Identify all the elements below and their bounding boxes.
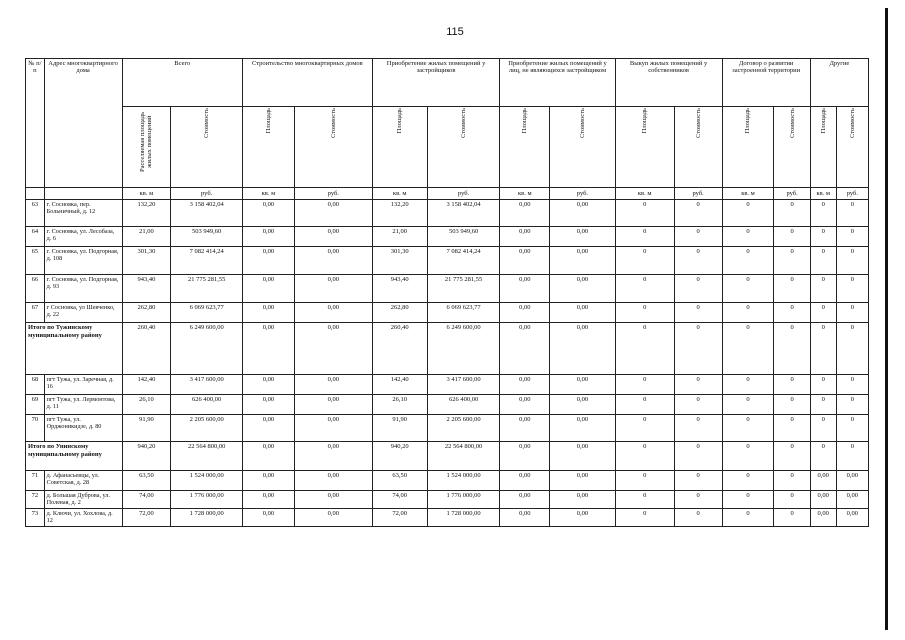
value-cell: 22 564 800,00 bbox=[427, 442, 500, 471]
subheader-area: Площадь bbox=[372, 107, 427, 188]
address-cell: д. Большая Дуброва, ул. Полевая, д. 2 bbox=[44, 491, 122, 509]
value-cell: 0 bbox=[810, 375, 836, 395]
value-cell: 0 bbox=[836, 415, 868, 442]
value-cell: 0,00 bbox=[500, 227, 550, 247]
page-number: 115 bbox=[446, 26, 464, 38]
value-cell: 0,00 bbox=[550, 200, 615, 227]
value-cell: 0,00 bbox=[294, 275, 372, 303]
value-cell: 0 bbox=[615, 491, 674, 509]
value-cell: 0,00 bbox=[500, 303, 550, 323]
table-row bbox=[26, 415, 869, 442]
subtotal-label: Итого по Унинскому муниципальному району bbox=[26, 442, 123, 471]
value-cell: 0,00 bbox=[294, 491, 372, 509]
value-cell: 0 bbox=[810, 323, 836, 375]
unit-cell: руб. bbox=[294, 188, 372, 200]
unit-cell: руб. bbox=[550, 188, 615, 200]
address-cell: пгт Тужа, ул. Заречная, д. 16 bbox=[44, 375, 122, 395]
value-cell: 0,00 bbox=[810, 491, 836, 509]
value-cell: 63,50 bbox=[122, 471, 171, 491]
header-acquisition-non-developers: Приобретение жилых помещений у лиц, не являющихся застройщиком bbox=[500, 59, 615, 107]
value-cell: 7 082 414,24 bbox=[171, 247, 243, 275]
value-cell: 0 bbox=[774, 323, 810, 375]
address-cell: д. Афанасьевцы, ул. Советская, д. 28 bbox=[44, 471, 122, 491]
value-cell: 0,00 bbox=[550, 491, 615, 509]
value-cell: 0 bbox=[674, 275, 722, 303]
address-cell: г. Сосновка, пер. Больничный, д. 12 bbox=[44, 200, 122, 227]
value-cell: 0,00 bbox=[550, 275, 615, 303]
subtotal-row bbox=[26, 442, 869, 471]
value-cell: 0,00 bbox=[242, 442, 294, 471]
value-cell: 0,00 bbox=[294, 415, 372, 442]
address-cell: пгт Тужа, ул. Лермонтова, д. 11 bbox=[44, 395, 122, 415]
value-cell: 21,00 bbox=[122, 227, 171, 247]
subheader-area: Площадь bbox=[810, 107, 836, 188]
value-cell: 72,00 bbox=[372, 508, 427, 526]
value-cell: 503 949,60 bbox=[427, 227, 500, 247]
value-cell: 0 bbox=[722, 275, 774, 303]
value-cell: 503 949,60 bbox=[171, 227, 243, 247]
header-territory-contract: Договор о развитии застроенной территории bbox=[722, 59, 810, 107]
value-cell: 0 bbox=[615, 471, 674, 491]
value-cell: 0,00 bbox=[500, 323, 550, 375]
value-cell: 0 bbox=[774, 275, 810, 303]
subheader-cost: Стоимость bbox=[427, 107, 500, 188]
address-cell: пгт Тужа, ул. Орджоникидзе, д. 80 bbox=[44, 415, 122, 442]
value-cell: 0 bbox=[810, 247, 836, 275]
value-cell: 0,00 bbox=[294, 227, 372, 247]
value-cell: 260,40 bbox=[372, 323, 427, 375]
value-cell: 3 417 600,00 bbox=[427, 375, 500, 395]
header-num: № п/п bbox=[26, 59, 45, 188]
unit-cell: кв. м bbox=[810, 188, 836, 200]
table-row bbox=[26, 491, 869, 509]
value-cell: 262,80 bbox=[372, 303, 427, 323]
value-cell: 0 bbox=[810, 415, 836, 442]
address-cell: г. Сосновка, ул. Подгорная, д. 93 bbox=[44, 275, 122, 303]
address-cell: г Сосновка, ул Шевченко, д. 22 bbox=[44, 303, 122, 323]
value-cell: 0 bbox=[722, 323, 774, 375]
value-cell: 0 bbox=[674, 247, 722, 275]
subheader-cost: Стоимость bbox=[294, 107, 372, 188]
value-cell: 0,00 bbox=[500, 491, 550, 509]
value-cell: 1 728 000,00 bbox=[427, 508, 500, 526]
value-cell: 943,40 bbox=[122, 275, 171, 303]
table-row bbox=[26, 375, 869, 395]
table-row bbox=[26, 275, 869, 303]
value-cell: 6 249 600,00 bbox=[427, 323, 500, 375]
value-cell: 0,00 bbox=[550, 471, 615, 491]
value-cell: 0 bbox=[615, 247, 674, 275]
value-cell: 0 bbox=[674, 508, 722, 526]
value-cell: 0,00 bbox=[294, 395, 372, 415]
subheader-cost: Стоимость bbox=[674, 107, 722, 188]
value-cell: 91,90 bbox=[372, 415, 427, 442]
value-cell: 1 524 000,00 bbox=[171, 471, 243, 491]
value-cell: 301,30 bbox=[372, 247, 427, 275]
value-cell: 0,00 bbox=[500, 247, 550, 275]
value-cell: 0,00 bbox=[294, 375, 372, 395]
value-cell: 0,00 bbox=[550, 415, 615, 442]
value-cell: 74,00 bbox=[122, 491, 171, 509]
value-cell: 0 bbox=[615, 442, 674, 471]
row-number: 64 bbox=[26, 227, 45, 247]
value-cell: 132,20 bbox=[372, 200, 427, 227]
value-cell: 6 069 623,77 bbox=[427, 303, 500, 323]
value-cell: 0 bbox=[615, 323, 674, 375]
value-cell: 0 bbox=[836, 275, 868, 303]
value-cell: 0,00 bbox=[500, 442, 550, 471]
value-cell: 0 bbox=[615, 395, 674, 415]
value-cell: 0 bbox=[774, 200, 810, 227]
value-cell: 0,00 bbox=[242, 303, 294, 323]
value-cell: 626 400,00 bbox=[427, 395, 500, 415]
value-cell: 0 bbox=[615, 200, 674, 227]
row-number: 69 bbox=[26, 395, 45, 415]
value-cell: 26,10 bbox=[372, 395, 427, 415]
value-cell: 626 400,00 bbox=[171, 395, 243, 415]
value-cell: 3 417 600,00 bbox=[171, 375, 243, 395]
row-number: 63 bbox=[26, 200, 45, 227]
value-cell: 0,00 bbox=[242, 491, 294, 509]
value-cell: 2 205 600,00 bbox=[427, 415, 500, 442]
subheader-area: Площадь bbox=[615, 107, 674, 188]
value-cell: 0 bbox=[674, 415, 722, 442]
value-cell: 0,00 bbox=[810, 471, 836, 491]
table-row bbox=[26, 395, 869, 415]
value-cell: 0 bbox=[615, 415, 674, 442]
value-cell: 0 bbox=[674, 471, 722, 491]
value-cell: 0 bbox=[674, 303, 722, 323]
value-cell: 0 bbox=[674, 200, 722, 227]
value-cell: 0 bbox=[722, 247, 774, 275]
value-cell: 0 bbox=[615, 227, 674, 247]
value-cell: 940,20 bbox=[122, 442, 171, 471]
value-cell: 0 bbox=[836, 375, 868, 395]
value-cell: 1 776 000,00 bbox=[427, 491, 500, 509]
value-cell: 0,00 bbox=[500, 415, 550, 442]
row-number: 71 bbox=[26, 471, 45, 491]
subheader-cost: Стоимость bbox=[774, 107, 810, 188]
value-cell: 0,00 bbox=[500, 375, 550, 395]
value-cell: 0 bbox=[674, 442, 722, 471]
value-cell: 0,00 bbox=[550, 508, 615, 526]
value-cell: 1 524 000,00 bbox=[427, 471, 500, 491]
value-cell: 0 bbox=[774, 508, 810, 526]
unit-cell: руб. bbox=[171, 188, 243, 200]
value-cell: 0 bbox=[810, 303, 836, 323]
value-cell: 2 205 600,00 bbox=[171, 415, 243, 442]
value-cell: 0,00 bbox=[836, 508, 868, 526]
value-cell: 0,00 bbox=[242, 227, 294, 247]
value-cell: 0,00 bbox=[294, 442, 372, 471]
address-cell: д. Ключи, ул. Хохлова, д. 12 bbox=[44, 508, 122, 526]
value-cell: 0 bbox=[722, 395, 774, 415]
value-cell: 0 bbox=[836, 442, 868, 471]
unit-cell: кв. м bbox=[500, 188, 550, 200]
value-cell: 0,00 bbox=[500, 395, 550, 415]
value-cell: 0,00 bbox=[550, 375, 615, 395]
value-cell: 0,00 bbox=[836, 491, 868, 509]
value-cell: 0,00 bbox=[500, 200, 550, 227]
units-blank bbox=[26, 188, 45, 200]
value-cell: 0 bbox=[774, 491, 810, 509]
value-cell: 0,00 bbox=[550, 247, 615, 275]
value-cell: 0 bbox=[674, 323, 722, 375]
header-total: Всего bbox=[122, 59, 242, 107]
value-cell: 0 bbox=[674, 491, 722, 509]
subheader-area: Площадь bbox=[722, 107, 774, 188]
value-cell: 0 bbox=[810, 442, 836, 471]
unit-cell: кв. м bbox=[722, 188, 774, 200]
unit-cell: руб. bbox=[836, 188, 868, 200]
value-cell: 72,00 bbox=[122, 508, 171, 526]
subheader-area: Площадь bbox=[500, 107, 550, 188]
table-row bbox=[26, 247, 869, 275]
row-number: 67 bbox=[26, 303, 45, 323]
value-cell: 0 bbox=[774, 375, 810, 395]
address-cell: г. Сосновка, ул. Лесобаза, д. 6 bbox=[44, 227, 122, 247]
value-cell: 74,00 bbox=[372, 491, 427, 509]
header-other: Другие bbox=[810, 59, 868, 107]
value-cell: 0,00 bbox=[500, 508, 550, 526]
value-cell: 0,00 bbox=[500, 471, 550, 491]
unit-cell: кв. м bbox=[242, 188, 294, 200]
value-cell: 260,40 bbox=[122, 323, 171, 375]
value-cell: 0 bbox=[722, 442, 774, 471]
value-cell: 0 bbox=[836, 395, 868, 415]
units-blank bbox=[44, 188, 122, 200]
value-cell: 0 bbox=[774, 247, 810, 275]
value-cell: 0 bbox=[722, 375, 774, 395]
value-cell: 1 728 000,00 bbox=[171, 508, 243, 526]
value-cell: 21,00 bbox=[372, 227, 427, 247]
value-cell: 26,10 bbox=[122, 395, 171, 415]
table-row bbox=[26, 227, 869, 247]
header-acquisition-developers: Приобретение жилых помещений у застройщиков bbox=[372, 59, 500, 107]
header-construction: Строительство многоквартирных домов bbox=[242, 59, 372, 107]
value-cell: 0 bbox=[722, 227, 774, 247]
value-cell: 3 158 402,04 bbox=[427, 200, 500, 227]
value-cell: 21 775 281,55 bbox=[171, 275, 243, 303]
value-cell: 0,00 bbox=[242, 415, 294, 442]
value-cell: 0 bbox=[722, 303, 774, 323]
value-cell: 0,00 bbox=[242, 247, 294, 275]
header-buyout-owners: Выкуп жилых помещений у собственников bbox=[615, 59, 722, 107]
row-number: 66 bbox=[26, 275, 45, 303]
unit-cell: руб. bbox=[774, 188, 810, 200]
value-cell: 262,80 bbox=[122, 303, 171, 323]
row-number: 70 bbox=[26, 415, 45, 442]
row-number: 68 bbox=[26, 375, 45, 395]
value-cell: 0,00 bbox=[242, 375, 294, 395]
value-cell: 0 bbox=[722, 508, 774, 526]
value-cell: 0,00 bbox=[294, 508, 372, 526]
value-cell: 0,00 bbox=[242, 508, 294, 526]
unit-cell: кв. м bbox=[372, 188, 427, 200]
value-cell: 943,40 bbox=[372, 275, 427, 303]
value-cell: 0 bbox=[836, 247, 868, 275]
value-cell: 0,00 bbox=[550, 395, 615, 415]
value-cell: 0 bbox=[615, 375, 674, 395]
value-cell: 0,00 bbox=[242, 471, 294, 491]
value-cell: 0,00 bbox=[836, 471, 868, 491]
value-cell: 0,00 bbox=[294, 303, 372, 323]
value-cell: 0 bbox=[810, 200, 836, 227]
value-cell: 0 bbox=[774, 442, 810, 471]
value-cell: 3 158 402,04 bbox=[171, 200, 243, 227]
value-cell: 0 bbox=[836, 303, 868, 323]
value-cell: 0,00 bbox=[294, 200, 372, 227]
value-cell: 0,00 bbox=[242, 323, 294, 375]
value-cell: 0 bbox=[774, 415, 810, 442]
value-cell: 0 bbox=[774, 471, 810, 491]
unit-cell: руб. bbox=[427, 188, 500, 200]
value-cell: 0,00 bbox=[242, 200, 294, 227]
value-cell: 7 082 414,24 bbox=[427, 247, 500, 275]
value-cell: 0,00 bbox=[500, 275, 550, 303]
subtotal-label: Итого по Тужинскому муниципальному району bbox=[26, 323, 123, 375]
header-address: Адрес многоквартирного дома bbox=[44, 59, 122, 188]
value-cell: 940,20 bbox=[372, 442, 427, 471]
value-cell: 0 bbox=[810, 395, 836, 415]
value-cell: 0 bbox=[674, 227, 722, 247]
unit-cell: кв. м bbox=[615, 188, 674, 200]
value-cell: 0,00 bbox=[550, 323, 615, 375]
table-row bbox=[26, 508, 869, 526]
subheader-cost: Стоимость bbox=[836, 107, 868, 188]
value-cell: 0 bbox=[774, 303, 810, 323]
value-cell: 0 bbox=[810, 275, 836, 303]
value-cell: 0 bbox=[722, 491, 774, 509]
value-cell: 6 069 623,77 bbox=[171, 303, 243, 323]
table-row bbox=[26, 303, 869, 323]
value-cell: 0 bbox=[722, 471, 774, 491]
value-cell: 0 bbox=[722, 415, 774, 442]
value-cell: 0,00 bbox=[550, 442, 615, 471]
value-cell: 91,90 bbox=[122, 415, 171, 442]
value-cell: 1 776 000,00 bbox=[171, 491, 243, 509]
unit-cell: кв. м bbox=[122, 188, 171, 200]
row-number: 65 bbox=[26, 247, 45, 275]
table-body bbox=[26, 200, 869, 527]
value-cell: 0 bbox=[674, 375, 722, 395]
value-cell: 0 bbox=[615, 508, 674, 526]
housing-table bbox=[25, 58, 869, 527]
value-cell: 0 bbox=[836, 200, 868, 227]
row-number: 73 bbox=[26, 508, 45, 526]
value-cell: 0,00 bbox=[550, 227, 615, 247]
subtotal-row bbox=[26, 323, 869, 375]
value-cell: 0 bbox=[615, 303, 674, 323]
value-cell: 0,00 bbox=[294, 323, 372, 375]
value-cell: 142,40 bbox=[122, 375, 171, 395]
value-cell: 22 564 800,00 bbox=[171, 442, 243, 471]
value-cell: 0,00 bbox=[294, 471, 372, 491]
value-cell: 21 775 281,55 bbox=[427, 275, 500, 303]
value-cell: 301,30 bbox=[122, 247, 171, 275]
value-cell: 132,20 bbox=[122, 200, 171, 227]
subheader-cost: Стоимость bbox=[550, 107, 615, 188]
table-row bbox=[26, 471, 869, 491]
value-cell: 0 bbox=[722, 200, 774, 227]
subheader-cost: Стоимость bbox=[171, 107, 243, 188]
value-cell: 0,00 bbox=[294, 247, 372, 275]
value-cell: 0 bbox=[810, 227, 836, 247]
value-cell: 0 bbox=[615, 275, 674, 303]
unit-cell: руб. bbox=[674, 188, 722, 200]
value-cell: 0,00 bbox=[242, 275, 294, 303]
subheader-area: Площадь bbox=[242, 107, 294, 188]
address-cell: г. Сосновка, ул. Подгорная, д. 108 bbox=[44, 247, 122, 275]
row-number: 72 bbox=[26, 491, 45, 509]
value-cell: 63,50 bbox=[372, 471, 427, 491]
table-row bbox=[26, 200, 869, 227]
value-cell: 0,00 bbox=[810, 508, 836, 526]
value-cell: 6 249 600,00 bbox=[171, 323, 243, 375]
value-cell: 0,00 bbox=[242, 395, 294, 415]
value-cell: 0 bbox=[836, 227, 868, 247]
value-cell: 0 bbox=[774, 395, 810, 415]
page-edge-rule bbox=[885, 8, 888, 630]
units-row bbox=[26, 188, 869, 200]
value-cell: 0 bbox=[774, 227, 810, 247]
value-cell: 0,00 bbox=[550, 303, 615, 323]
subheader-resettled-area: Расселяемая площадь жилых помещений bbox=[122, 107, 171, 188]
value-cell: 0 bbox=[674, 395, 722, 415]
value-cell: 0 bbox=[836, 323, 868, 375]
value-cell: 142,40 bbox=[372, 375, 427, 395]
